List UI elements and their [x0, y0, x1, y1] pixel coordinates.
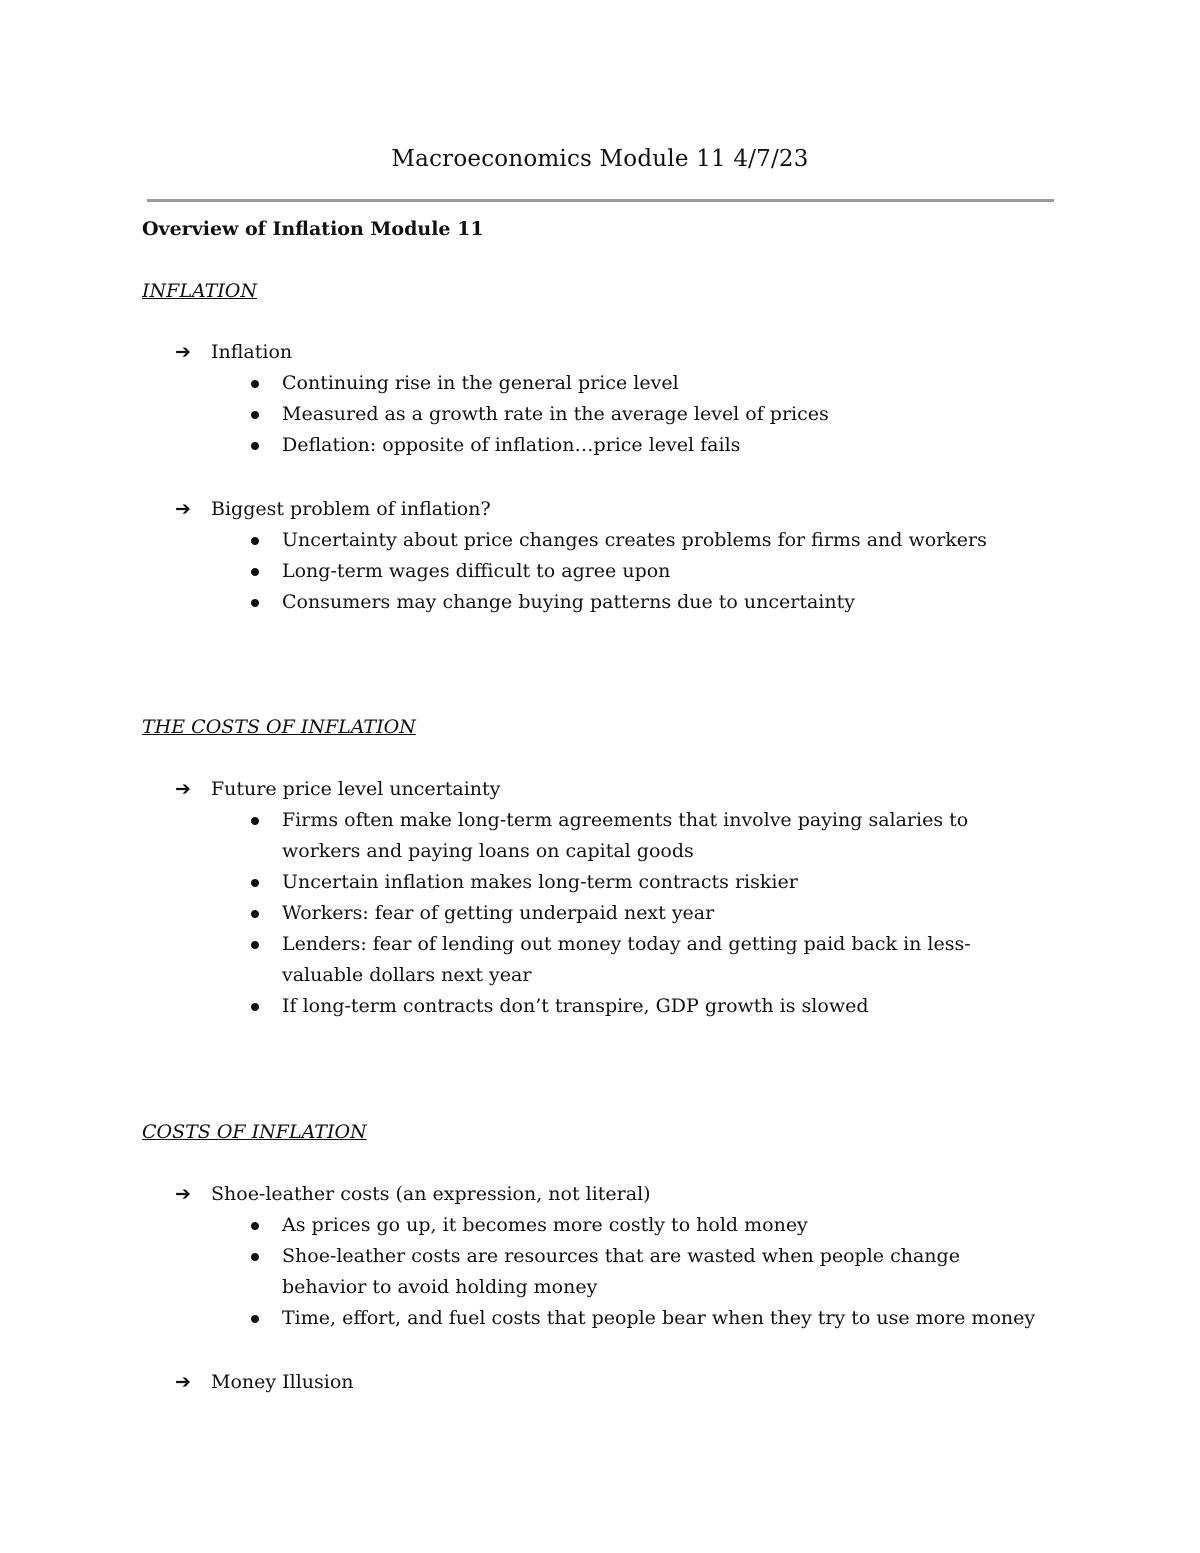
list-item: Long-term wages difficult to agree upon: [250, 556, 1050, 587]
bullet-icon: [251, 910, 259, 918]
arrow-right-icon: ➔: [175, 778, 191, 800]
arrow-right-icon: ➔: [175, 1183, 191, 1205]
horizontal-rule: [147, 199, 1054, 202]
topic-label: Inflation: [211, 341, 293, 363]
bullet-list: [250, 525, 1050, 618]
topic-label: Shoe-leather costs (an expression, not literal): [211, 1183, 651, 1205]
bullet-icon: [251, 1253, 259, 1261]
list-item: Continuing rise in the general price level: [250, 368, 1050, 399]
topic-shoe-leather-costs: [175, 1179, 651, 1209]
topic-biggest-problem: [175, 494, 491, 524]
bullet-icon: [251, 817, 259, 825]
topic-label: Money Illusion: [211, 1371, 354, 1393]
arrow-right-icon: ➔: [175, 341, 191, 363]
bullet-icon: [251, 537, 259, 545]
page-title: Macroeconomics Module 11 4/7/23: [391, 146, 809, 172]
topic-inflation: [175, 337, 292, 367]
list-item: Lenders: fear of lending out money today and getting paid back in less-valuable dollars next year: [250, 929, 1050, 991]
bullet-icon: [251, 442, 259, 450]
list-item: Shoe-leather costs are resources that are wasted when people change behavior to avoid holding money: [250, 1241, 1050, 1303]
topic-money-illusion: [175, 1367, 354, 1397]
arrow-right-icon: ➔: [175, 1371, 191, 1393]
section-heading-costs-of-inflation: COSTS OF INFLATION: [142, 1121, 367, 1143]
bullet-list: [250, 805, 1050, 1022]
bullet-icon: [251, 599, 259, 607]
bullet-list: [250, 1210, 1050, 1334]
list-item: Uncertainty about price changes creates problems for firms and workers: [250, 525, 1050, 556]
list-item: Measured as a growth rate in the average level of prices: [250, 399, 1050, 430]
list-item: As prices go up, it becomes more costly to hold money: [250, 1210, 1050, 1241]
list-item: Consumers may change buying patterns due to uncertainty: [250, 587, 1050, 618]
list-item: Deflation: opposite of inflation…price level fails: [250, 430, 1050, 461]
bullet-icon: [251, 879, 259, 887]
topic-label: Future price level uncertainty: [211, 778, 501, 800]
arrow-right-icon: ➔: [175, 498, 191, 520]
list-item: Firms often make long-term agreements that involve paying salaries to workers and paying loans on capital goods: [250, 805, 1050, 867]
bullet-icon: [251, 941, 259, 949]
bullet-icon: [251, 1003, 259, 1011]
topic-label: Biggest problem of inflation?: [211, 498, 491, 520]
bullet-icon: [251, 380, 259, 388]
list-item: If long-term contracts don’t transpire, GDP growth is slowed: [250, 991, 1050, 1022]
bullet-icon: [251, 411, 259, 419]
bullet-icon: [251, 1222, 259, 1230]
bullet-icon: [251, 1315, 259, 1323]
subtitle: Overview of Inflation Module 11: [142, 218, 484, 240]
bullet-list: [250, 368, 1050, 461]
section-heading-inflation: INFLATION: [142, 280, 257, 302]
list-item: Uncertain inflation makes long-term contracts riskier: [250, 867, 1050, 898]
topic-future-price-level: [175, 774, 500, 804]
list-item: Workers: fear of getting underpaid next year: [250, 898, 1050, 929]
section-heading-the-costs-of-inflation: THE COSTS OF INFLATION: [142, 716, 416, 738]
bullet-icon: [251, 568, 259, 576]
list-item: Time, effort, and fuel costs that people bear when they try to use more money: [250, 1303, 1050, 1334]
